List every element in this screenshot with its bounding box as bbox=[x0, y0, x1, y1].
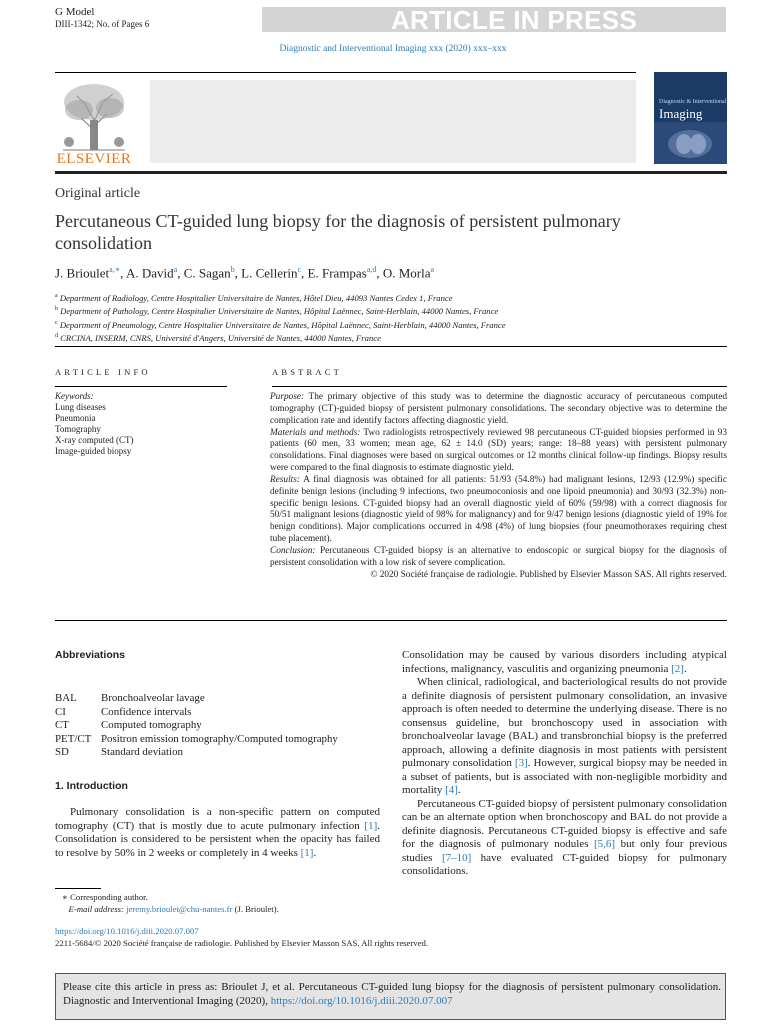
author-name: L. Cellerin bbox=[241, 265, 298, 281]
abstract-copyright: © 2020 Société française de radiologie. Published by Elsevier Masson SAS. All rights reserved. bbox=[370, 569, 727, 580]
author-affiliation-link[interactable]: a bbox=[173, 265, 178, 274]
keyword-item: Image-guided biopsy bbox=[55, 446, 132, 456]
reference-link[interactable]: [5,6] bbox=[594, 838, 616, 850]
issn-copyright: 2211-5684/© 2020 Société française de radiologie. Published by Elsevier Masson SAS. All rights reserved. bbox=[55, 937, 429, 948]
footnote-rule bbox=[55, 888, 101, 889]
model-line: G Model bbox=[55, 6, 95, 18]
paragraph: Consolidation may be caused by various disorders including atypical infections, malignancy, vasculitis and organizing pneumonia [2]. bbox=[402, 649, 727, 675]
paragraph: When clinical, radiological, and bacteriological results do not provide a definite diagnosis of persistent pulmonary consolidation, an invasive approach is often needed to determine the underlying disease. There is no consensus guideline, but bronchoscopy used in association with bronchoalveolar lavage (BAL) and transbronchial biopsy is the preferred approach, allowing a definite diagnosis in most patients with persistent pulmonary consolidation [3]. However, surgical biopsy may be needed in a subset of patients, but is associated with non-negligible morbidity and mortality [4]. bbox=[402, 676, 727, 796]
affiliation-item: $^c$ Department of Pneumology, Centre Hospitalier Universitaire de Nantes, Hôpital Laënnec, Saint-Herblain, 44000 Nantes, France bbox=[55, 319, 506, 330]
keywords-block bbox=[55, 391, 133, 457]
reference-link[interactable]: [3] bbox=[514, 757, 528, 769]
abstract-body bbox=[270, 392, 727, 582]
abstract-results: Results: A final diagnosis was obtained for all patients: 51/93 (54.8%) had malignant lesions, 12/93 (12.9%) specific definite benign lesions (including 9 infections, two pneumoconiosis and one lipoid pneumonia) and 30/93 (32.3%) non-specific benign lesions. CT-guided biopsy had an overall diagnostic yield of 60% (59/98) with a correct diagnosis for 50/51 malignant lesions (diagnostic yield of 98% for malignancy) and for 9/47 benign lesions (diagnostic yield of 19% for benign conditions). Major complications occurred in 4/98 (4%) of lung biopsies (four pneumothoraxes requiring chest tube placement). bbox=[270, 474, 727, 545]
right-column-text bbox=[402, 649, 727, 879]
author-affiliation-link[interactable]: a,d bbox=[366, 265, 377, 274]
keyword-item: Pneumonia bbox=[55, 413, 96, 423]
abbreviation-row: PET/CT Positron emission tomography/Computed tomography bbox=[55, 732, 338, 745]
affiliation-item: $^a$ Department of Radiology, Centre Hospitalier Universitaire de Nantes, Hôtel Dieu, 44093 Nantes Cedex 1, France bbox=[55, 292, 453, 303]
cover-subtitle: Diagnostic & Interventional bbox=[659, 99, 727, 105]
abbreviation-row: CT Computed tomography bbox=[55, 719, 202, 732]
header-rule bbox=[55, 72, 636, 73]
left-column-text bbox=[55, 806, 380, 860]
keyword-item: Tomography bbox=[55, 424, 101, 434]
abstract-conclusion: Conclusion: Percutaneous CT-guided biopsy is an alternative to endoscopic or surgical biopsy for the diagnosis of persistent consolidation with a low risk of severe complication. bbox=[270, 545, 727, 568]
doi-link[interactable]: https://doi.org/10.1016/j.diii.2020.07.007 bbox=[55, 926, 199, 936]
author-affiliation-link[interactable]: a bbox=[430, 265, 435, 274]
corresponding-author-note: ∗ Corresponding author. bbox=[62, 892, 148, 902]
citation-doi-link[interactable]: https://doi.org/10.1016/j.diii.2020.07.007 bbox=[270, 994, 453, 1007]
elsevier-tree-logo bbox=[55, 80, 133, 152]
document-model-info bbox=[55, 6, 149, 30]
abbreviation-row: SD Standard deviation bbox=[55, 746, 183, 759]
doi-block bbox=[55, 926, 428, 949]
abbreviation-row: CI Confidence intervals bbox=[55, 705, 192, 718]
author-affiliation-link[interactable]: c bbox=[297, 265, 302, 274]
reference-link[interactable]: [1] bbox=[364, 819, 378, 832]
corresponding-author-footnote bbox=[62, 892, 279, 915]
author-name: J. Brioulet bbox=[55, 265, 110, 281]
article-type: Original article bbox=[55, 186, 141, 201]
abbreviations-heading: Abbreviations bbox=[55, 649, 126, 661]
abstract-rule bbox=[272, 386, 727, 387]
cover-title: Imaging bbox=[659, 106, 703, 121]
email-link[interactable]: jeremy.brioulet@chu-nantes.fr bbox=[126, 903, 233, 914]
keyword-item: Lung diseases bbox=[55, 402, 106, 412]
author-name: O. Morla bbox=[382, 265, 431, 281]
reference-link[interactable]: [7–10] bbox=[441, 851, 472, 864]
abstract-methods: Materials and methods: Two radiologists retrospectively reviewed 98 percutaneous CT-guided biopsies performed in 93 patients (60 men, 33 women; mean age, 62 ± 14.0 (SD) years; range: 18–88 years) with persistent pulmonary consolidations. Final diagnoses were based on surgical outcomes or 12 months clinical follow-up findings. Biopsy results were compared to the final diagnosis to estimate diagnostic yield. bbox=[270, 427, 727, 474]
affiliation-item: $^d$ CRCINA, INSERM, CNRS, Université d'Angers, Université de Nantes, 44000 Nantes, France bbox=[55, 332, 381, 343]
reference-link[interactable]: [2] bbox=[671, 662, 684, 675]
header-thick-rule bbox=[55, 171, 727, 174]
paragraph: Pulmonary consolidation is a non-specific pattern on computed tomography (CT) that is mostly due to acute pulmonary infection [1]. Consolidation is considered to be persistent when the opacity has failed to resolve by 50% in 2 weeks or completely in 4 weeks [1]. bbox=[55, 806, 380, 859]
abstract-purpose: Purpose: The primary objective of this study was to determine the diagnostic accuracy of percutaneous computed tomography (CT)-guided biopsy of persistent pulmonary consolidations. The secondary objective was to determine the complication rate and identify factors affecting diagnostic yield. bbox=[270, 392, 727, 426]
article-title: Percutaneous CT-guided lung biopsy for the diagnosis of persistent pulmonary consolidation bbox=[55, 211, 621, 253]
article-info-heading: ARTICLE INFO bbox=[55, 367, 151, 377]
paragraph: Percutaneous CT-guided biopsy of persistent pulmonary consolidation can be an alternate option when bronchoscopy and BAL do not provide a definite diagnosis. Percutaneous CT-guided biopsy is effective and safe for the diagnosis of pulmonary nodules [5,6] but only four previous studies [7–10] have evaluated CT-guided biopsy for pulmonary consolidations. bbox=[402, 797, 727, 877]
reference-link[interactable]: [1] bbox=[300, 846, 314, 859]
introduction-heading: 1. Introduction bbox=[55, 780, 128, 792]
journal-reference-link[interactable]: Diagnostic and Interventional Imaging xxx (2020) xxx–xxx bbox=[279, 44, 507, 54]
article-info-rule bbox=[55, 386, 227, 387]
author-name: A. David bbox=[125, 265, 174, 281]
affiliation-list bbox=[55, 291, 506, 344]
article-in-press-banner: ARTICLE IN PRESS bbox=[390, 5, 638, 35]
journal-cover-thumbnail bbox=[654, 72, 727, 164]
section-rule bbox=[55, 620, 727, 621]
reference-link[interactable]: [4] bbox=[445, 784, 458, 796]
model-pages-line: DIII-1342; No. of Pages 6 bbox=[55, 19, 150, 29]
email-line: E-mail address: jeremy.brioulet@chu-nantes.fr (J. Brioulet). bbox=[68, 903, 279, 914]
citation-text: Please cite this article in press as: Brioulet J, et al. Percutaneous CT-guided lung biopsy for the diagnosis of persistent pulmonary consolidation. Diagnostic and Interventional Imaging (2020), https://doi.org/10.1016/j.diii.2020.07.007 bbox=[63, 981, 721, 1007]
author-name: E. Frampas bbox=[307, 265, 367, 281]
affiliation-item: $^b$ Department of Pathology, Centre Hospitalier Universitaire de Nantes, Hôpital Laënnec, Saint-Herblain, 44000 Nantes, France bbox=[55, 306, 499, 317]
author-affiliation-link[interactable]: b bbox=[230, 265, 235, 274]
header-grey-panel bbox=[150, 80, 636, 163]
section-rule bbox=[55, 346, 727, 347]
keyword-item: X-ray computed (CT) bbox=[55, 435, 134, 445]
abbreviation-row: BAL Bronchoalveolar lavage bbox=[55, 692, 205, 704]
keywords-label: Keywords: bbox=[55, 391, 94, 401]
publisher-logo-text: ELSEVIER bbox=[56, 151, 132, 167]
cover-scan-image bbox=[654, 122, 727, 164]
abbreviations-list bbox=[55, 692, 338, 760]
author-affiliation-link[interactable]: a,∗ bbox=[109, 265, 121, 274]
abstract-heading: ABSTRACT bbox=[272, 367, 342, 377]
author-list: J. Brioulet$^{a,∗}$, A. David$^a$, C. Sagan$^b$, L. Cellerin$^c$, E. Frampas$^{a,d}$, O. Morla$^a$ bbox=[55, 265, 435, 281]
author-name: C. Sagan bbox=[183, 265, 231, 281]
